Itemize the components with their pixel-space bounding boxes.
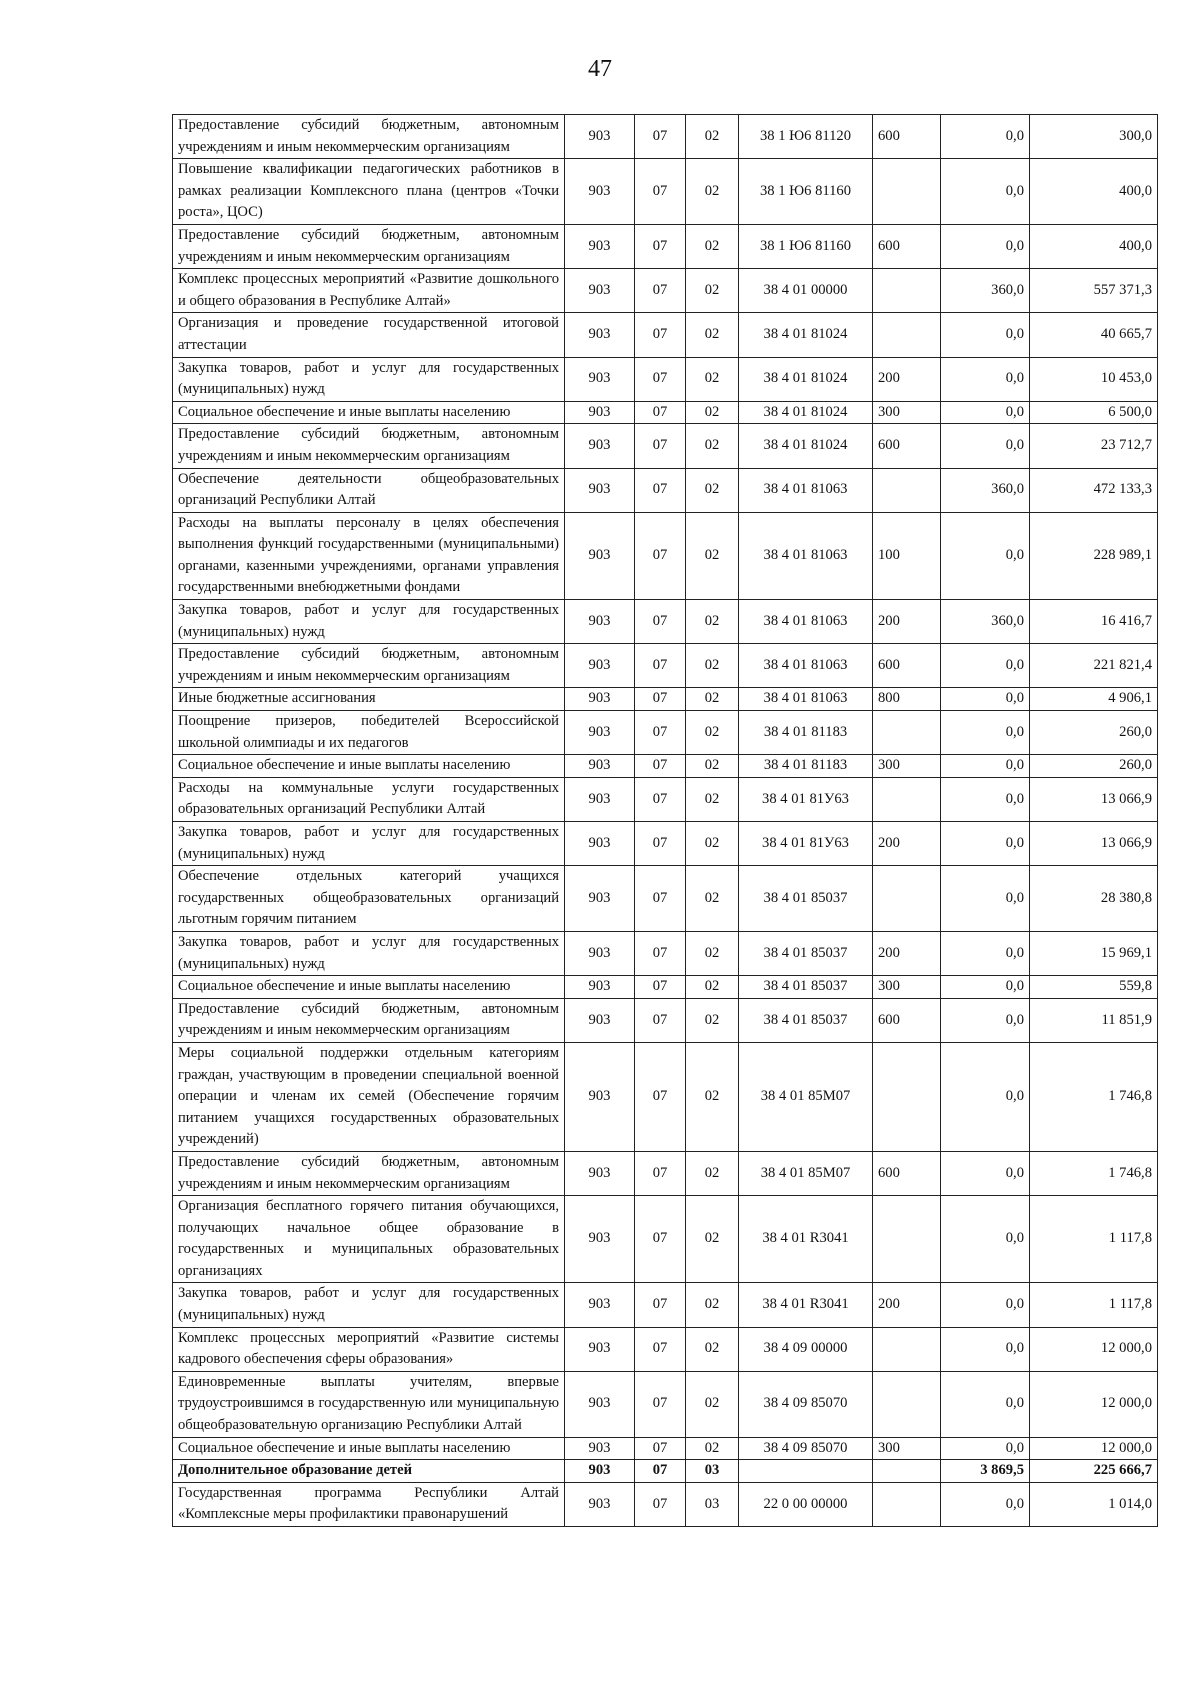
row-section-code-cell: 07 [635,998,686,1042]
row-ministry-code-cell: 903 [565,269,635,313]
row-name-cell: Предоставление субсидий бюджетным, автономным учреждениям и иным некоммерческим организациям [173,224,565,268]
row-subsection-code-cell: 02 [686,512,739,599]
row-target-item-cell: 38 4 01 81024 [739,313,873,357]
row-section-code-cell: 07 [635,1283,686,1327]
row-section-code-cell: 07 [635,1327,686,1371]
row-ministry-code-cell: 903 [565,115,635,159]
row-amount-2-cell: 228 989,1 [1030,512,1158,599]
row-subsection-code-cell: 03 [686,1460,739,1483]
row-amount-1-cell: 0,0 [941,1283,1030,1327]
table-row [173,711,1158,755]
row-subsection-code-cell: 02 [686,644,739,688]
row-section-code-cell: 07 [635,755,686,778]
row-amount-2-cell: 4 906,1 [1030,688,1158,711]
row-target-item-cell: 38 1 Ю6 81160 [739,224,873,268]
row-target-item-cell: 38 4 01 85037 [739,976,873,999]
row-target-item-cell: 38 4 01 81У63 [739,777,873,821]
row-target-item-cell: 38 4 01 R3041 [739,1283,873,1327]
row-expense-type-cell: 200 [873,357,941,401]
row-amount-1-cell: 0,0 [941,1437,1030,1460]
table-row [173,512,1158,599]
row-subsection-code-cell: 02 [686,1151,739,1195]
row-target-item-cell: 38 4 01 81063 [739,512,873,599]
row-amount-1-cell: 0,0 [941,688,1030,711]
table-row [173,777,1158,821]
table-row [173,159,1158,225]
table-row [173,688,1158,711]
row-ministry-code-cell: 903 [565,931,635,975]
row-ministry-code-cell: 903 [565,1042,635,1151]
row-target-item-cell: 38 1 Ю6 81120 [739,115,873,159]
row-name-cell: Социальное обеспечение и иные выплаты населению [173,976,565,999]
table-row [173,424,1158,468]
row-ministry-code-cell: 903 [565,866,635,932]
row-name-cell: Закупка товаров, работ и услуг для государственных (муниципальных) нужд [173,931,565,975]
row-target-item-cell: 38 4 09 85070 [739,1437,873,1460]
row-name-cell: Предоставление субсидий бюджетным, автономным учреждениям и иным некоммерческим организациям [173,424,565,468]
row-ministry-code-cell: 903 [565,1437,635,1460]
row-amount-2-cell: 1 746,8 [1030,1042,1158,1151]
row-amount-1-cell: 0,0 [941,777,1030,821]
row-ministry-code-cell: 903 [565,1196,635,1283]
row-section-code-cell: 07 [635,644,686,688]
row-amount-1-cell: 0,0 [941,976,1030,999]
row-target-item-cell: 38 1 Ю6 81160 [739,159,873,225]
row-amount-2-cell: 260,0 [1030,711,1158,755]
row-amount-2-cell: 221 821,4 [1030,644,1158,688]
row-amount-2-cell: 28 380,8 [1030,866,1158,932]
row-ministry-code-cell: 903 [565,644,635,688]
row-expense-type-cell: 200 [873,1283,941,1327]
row-name-cell: Расходы на выплаты персоналу в целях обеспечения выполнения функций государственными (муниципальными) органами, казенными учреждениями, органами управления государственными внебюджетными фондами [173,512,565,599]
row-expense-type-cell: 600 [873,998,941,1042]
row-amount-1-cell: 0,0 [941,1042,1030,1151]
row-amount-1-cell: 0,0 [941,866,1030,932]
row-section-code-cell: 07 [635,269,686,313]
row-ministry-code-cell: 903 [565,401,635,424]
row-ministry-code-cell: 903 [565,224,635,268]
row-amount-1-cell: 0,0 [941,998,1030,1042]
row-ministry-code-cell: 903 [565,976,635,999]
row-ministry-code-cell: 903 [565,1151,635,1195]
row-amount-1-cell: 3 869,5 [941,1460,1030,1483]
row-target-item-cell: 38 4 01 81У63 [739,822,873,866]
row-name-cell: Предоставление субсидий бюджетным, автономным учреждениям и иным некоммерческим организациям [173,644,565,688]
row-section-code-cell: 07 [635,1437,686,1460]
row-section-code-cell: 07 [635,159,686,225]
row-amount-2-cell: 40 665,7 [1030,313,1158,357]
row-subsection-code-cell: 02 [686,313,739,357]
table-row [173,1371,1158,1437]
table-row [173,1151,1158,1195]
row-name-cell: Комплекс процессных мероприятий «Развитие дошкольного и общего образования в Республике Алтай» [173,269,565,313]
row-section-code-cell: 07 [635,313,686,357]
table-row [173,1327,1158,1371]
row-subsection-code-cell: 02 [686,1437,739,1460]
row-name-cell: Обеспечение деятельности общеобразовательных организаций Республики Алтай [173,468,565,512]
row-name-cell: Иные бюджетные ассигнования [173,688,565,711]
row-target-item-cell: 38 4 01 00000 [739,269,873,313]
row-target-item-cell: 38 4 01 81024 [739,424,873,468]
table-row [173,1482,1158,1526]
row-expense-type-cell [873,1460,941,1483]
row-target-item-cell [739,1460,873,1483]
row-target-item-cell: 22 0 00 00000 [739,1482,873,1526]
table-row [173,1283,1158,1327]
row-amount-2-cell: 13 066,9 [1030,822,1158,866]
row-expense-type-cell: 300 [873,976,941,999]
row-target-item-cell: 38 4 01 81063 [739,644,873,688]
row-amount-2-cell: 11 851,9 [1030,998,1158,1042]
row-section-code-cell: 07 [635,931,686,975]
row-amount-2-cell: 15 969,1 [1030,931,1158,975]
row-amount-1-cell: 0,0 [941,1151,1030,1195]
row-amount-2-cell: 559,8 [1030,976,1158,999]
row-expense-type-cell: 800 [873,688,941,711]
row-amount-2-cell: 472 133,3 [1030,468,1158,512]
row-section-code-cell: 07 [635,600,686,644]
row-amount-1-cell: 0,0 [941,1371,1030,1437]
row-section-code-cell: 07 [635,224,686,268]
table-row [173,822,1158,866]
row-expense-type-cell [873,1482,941,1526]
row-section-code-cell: 07 [635,1460,686,1483]
row-section-code-cell: 07 [635,1151,686,1195]
row-name-cell: Закупка товаров, работ и услуг для государственных (муниципальных) нужд [173,600,565,644]
row-subsection-code-cell: 02 [686,1196,739,1283]
row-amount-1-cell: 0,0 [941,224,1030,268]
table-row [173,357,1158,401]
table-row [173,755,1158,778]
row-amount-2-cell: 16 416,7 [1030,600,1158,644]
row-expense-type-cell [873,1196,941,1283]
row-name-cell: Организация и проведение государственной итоговой аттестации [173,313,565,357]
table-row [173,1437,1158,1460]
row-expense-type-cell: 600 [873,424,941,468]
row-name-cell: Социальное обеспечение и иные выплаты населению [173,401,565,424]
row-ministry-code-cell: 903 [565,822,635,866]
row-ministry-code-cell: 903 [565,1460,635,1483]
row-target-item-cell: 38 4 01 81063 [739,600,873,644]
row-amount-1-cell: 0,0 [941,1327,1030,1371]
row-subsection-code-cell: 02 [686,115,739,159]
table-row [173,976,1158,999]
row-amount-2-cell: 12 000,0 [1030,1371,1158,1437]
row-expense-type-cell [873,866,941,932]
row-subsection-code-cell: 02 [686,688,739,711]
row-amount-2-cell: 23 712,7 [1030,424,1158,468]
row-expense-type-cell [873,159,941,225]
row-name-cell: Единовременные выплаты учителям, впервые трудоустроившимся в государственную или муниципальную общеобразовательную организацию Республики Алтай [173,1371,565,1437]
row-ministry-code-cell: 903 [565,688,635,711]
row-expense-type-cell: 300 [873,1437,941,1460]
row-amount-1-cell: 0,0 [941,313,1030,357]
table-row [173,115,1158,159]
row-target-item-cell: 38 4 01 81183 [739,755,873,778]
row-amount-1-cell: 0,0 [941,711,1030,755]
row-expense-type-cell [873,1371,941,1437]
row-subsection-code-cell: 02 [686,755,739,778]
row-ministry-code-cell: 903 [565,1327,635,1371]
row-expense-type-cell [873,269,941,313]
row-name-cell: Организация бесплатного горячего питания обучающихся, получающих начальное общее образование в государственных и муниципальных образовательных организациях [173,1196,565,1283]
row-section-code-cell: 07 [635,688,686,711]
row-section-code-cell: 07 [635,777,686,821]
row-amount-2-cell: 260,0 [1030,755,1158,778]
table-row [173,644,1158,688]
row-ministry-code-cell: 903 [565,1283,635,1327]
row-expense-type-cell: 300 [873,401,941,424]
row-target-item-cell: 38 4 01 R3041 [739,1196,873,1283]
row-amount-2-cell: 6 500,0 [1030,401,1158,424]
row-target-item-cell: 38 4 01 85М07 [739,1151,873,1195]
row-section-code-cell: 07 [635,424,686,468]
row-ministry-code-cell: 903 [565,313,635,357]
row-amount-2-cell: 400,0 [1030,159,1158,225]
row-name-cell: Предоставление субсидий бюджетным, автономным учреждениям и иным некоммерческим организациям [173,1151,565,1195]
row-amount-1-cell: 0,0 [941,424,1030,468]
row-section-code-cell: 07 [635,711,686,755]
row-subsection-code-cell: 02 [686,998,739,1042]
row-name-cell: Обеспечение отдельных категорий учащихся государственных общеобразовательных организаций льготным горячим питанием [173,866,565,932]
row-amount-1-cell: 0,0 [941,931,1030,975]
row-target-item-cell: 38 4 01 85037 [739,931,873,975]
row-section-code-cell: 07 [635,357,686,401]
row-section-code-cell: 07 [635,1371,686,1437]
row-subsection-code-cell: 02 [686,1042,739,1151]
row-subsection-code-cell: 02 [686,269,739,313]
row-name-cell: Закупка товаров, работ и услуг для государственных (муниципальных) нужд [173,357,565,401]
row-subsection-code-cell: 02 [686,401,739,424]
row-amount-2-cell: 1 117,8 [1030,1283,1158,1327]
row-ministry-code-cell: 903 [565,1482,635,1526]
row-target-item-cell: 38 4 01 81024 [739,401,873,424]
row-name-cell: Социальное обеспечение и иные выплаты населению [173,1437,565,1460]
row-subsection-code-cell: 02 [686,357,739,401]
table-row [173,313,1158,357]
row-expense-type-cell: 600 [873,224,941,268]
row-amount-2-cell: 225 666,7 [1030,1460,1158,1483]
row-section-code-cell: 07 [635,115,686,159]
table-row [173,931,1158,975]
row-expense-type-cell [873,711,941,755]
row-amount-1-cell: 360,0 [941,269,1030,313]
row-expense-type-cell [873,468,941,512]
budget-table [172,114,1158,1527]
row-section-code-cell: 07 [635,1042,686,1151]
row-amount-2-cell: 12 000,0 [1030,1327,1158,1371]
row-ministry-code-cell: 903 [565,755,635,778]
table-row [173,998,1158,1042]
row-expense-type-cell: 600 [873,1151,941,1195]
row-subsection-code-cell: 02 [686,931,739,975]
row-name-cell: Расходы на коммунальные услуги государственных образовательных организаций Республики Алтай [173,777,565,821]
row-name-cell: Закупка товаров, работ и услуг для государственных (муниципальных) нужд [173,822,565,866]
row-target-item-cell: 38 4 01 81183 [739,711,873,755]
row-amount-1-cell: 0,0 [941,1196,1030,1283]
row-expense-type-cell: 200 [873,822,941,866]
row-subsection-code-cell: 02 [686,1371,739,1437]
row-subsection-code-cell: 03 [686,1482,739,1526]
table-row [173,1196,1158,1283]
row-expense-type-cell [873,1327,941,1371]
row-amount-1-cell: 0,0 [941,644,1030,688]
row-name-cell: Государственная программа Республики Алтай «Комплексные меры профилактики правонарушений [173,1482,565,1526]
row-amount-1-cell: 0,0 [941,822,1030,866]
row-subsection-code-cell: 02 [686,600,739,644]
table-row [173,224,1158,268]
row-section-code-cell: 07 [635,401,686,424]
row-amount-1-cell: 0,0 [941,115,1030,159]
row-ministry-code-cell: 903 [565,600,635,644]
row-name-cell: Повышение квалификации педагогических работников в рамках реализации Комплексного плана (центров «Точки роста», ЦОС) [173,159,565,225]
row-subsection-code-cell: 02 [686,1283,739,1327]
row-name-cell: Дополнительное образование детей [173,1460,565,1483]
row-section-code-cell: 07 [635,512,686,599]
row-subsection-code-cell: 02 [686,976,739,999]
row-subsection-code-cell: 02 [686,1327,739,1371]
row-amount-2-cell: 1 117,8 [1030,1196,1158,1283]
row-name-cell: Предоставление субсидий бюджетным, автономным учреждениям и иным некоммерческим организациям [173,115,565,159]
row-expense-type-cell: 600 [873,115,941,159]
row-section-code-cell: 07 [635,1482,686,1526]
row-subsection-code-cell: 02 [686,159,739,225]
row-amount-2-cell: 400,0 [1030,224,1158,268]
table-row [173,1042,1158,1151]
row-ministry-code-cell: 903 [565,424,635,468]
row-section-code-cell: 07 [635,468,686,512]
row-amount-2-cell: 557 371,3 [1030,269,1158,313]
row-amount-2-cell: 1 014,0 [1030,1482,1158,1526]
row-target-item-cell: 38 4 01 81024 [739,357,873,401]
row-amount-1-cell: 360,0 [941,600,1030,644]
row-name-cell: Предоставление субсидий бюджетным, автономным учреждениям и иным некоммерческим организациям [173,998,565,1042]
row-amount-1-cell: 0,0 [941,755,1030,778]
row-amount-1-cell: 0,0 [941,512,1030,599]
row-name-cell: Меры социальной поддержки отдельным категориям граждан, участвующим в проведении специальной военной операции и членам их семей (Обеспечение горячим питанием учащихся государственных образовательных учреждений) [173,1042,565,1151]
row-expense-type-cell [873,313,941,357]
row-subsection-code-cell: 02 [686,777,739,821]
row-section-code-cell: 07 [635,866,686,932]
row-expense-type-cell [873,1042,941,1151]
row-ministry-code-cell: 903 [565,512,635,599]
row-expense-type-cell: 100 [873,512,941,599]
row-section-code-cell: 07 [635,822,686,866]
table-row [173,600,1158,644]
row-ministry-code-cell: 903 [565,468,635,512]
row-name-cell: Социальное обеспечение и иные выплаты населению [173,755,565,778]
row-target-item-cell: 38 4 01 85037 [739,998,873,1042]
row-target-item-cell: 38 4 01 81063 [739,688,873,711]
row-amount-1-cell: 0,0 [941,159,1030,225]
row-amount-1-cell: 0,0 [941,1482,1030,1526]
row-ministry-code-cell: 903 [565,1371,635,1437]
row-subsection-code-cell: 02 [686,866,739,932]
row-amount-2-cell: 300,0 [1030,115,1158,159]
row-expense-type-cell: 200 [873,600,941,644]
row-ministry-code-cell: 903 [565,998,635,1042]
row-amount-2-cell: 13 066,9 [1030,777,1158,821]
row-target-item-cell: 38 4 01 85037 [739,866,873,932]
row-section-code-cell: 07 [635,976,686,999]
row-amount-2-cell: 12 000,0 [1030,1437,1158,1460]
row-ministry-code-cell: 903 [565,159,635,225]
row-name-cell: Поощрение призеров, победителей Всероссийской школьной олимпиады и их педагогов [173,711,565,755]
row-amount-2-cell: 1 746,8 [1030,1151,1158,1195]
row-ministry-code-cell: 903 [565,777,635,821]
row-subsection-code-cell: 02 [686,224,739,268]
row-amount-1-cell: 0,0 [941,357,1030,401]
table-row [173,269,1158,313]
table-row [173,468,1158,512]
row-expense-type-cell [873,777,941,821]
table-row [173,1460,1158,1483]
row-subsection-code-cell: 02 [686,424,739,468]
page-number: 47 [588,56,612,82]
row-section-code-cell: 07 [635,1196,686,1283]
row-expense-type-cell: 200 [873,931,941,975]
row-name-cell: Комплекс процессных мероприятий «Развитие системы кадрового обеспечения сферы образования» [173,1327,565,1371]
row-target-item-cell: 38 4 01 85М07 [739,1042,873,1151]
row-expense-type-cell: 600 [873,644,941,688]
row-expense-type-cell: 300 [873,755,941,778]
row-amount-1-cell: 360,0 [941,468,1030,512]
row-subsection-code-cell: 02 [686,468,739,512]
table-row [173,401,1158,424]
row-subsection-code-cell: 02 [686,711,739,755]
row-target-item-cell: 38 4 09 85070 [739,1371,873,1437]
row-target-item-cell: 38 4 01 81063 [739,468,873,512]
row-ministry-code-cell: 903 [565,357,635,401]
row-name-cell: Закупка товаров, работ и услуг для государственных (муниципальных) нужд [173,1283,565,1327]
row-subsection-code-cell: 02 [686,822,739,866]
row-target-item-cell: 38 4 09 00000 [739,1327,873,1371]
table-row [173,866,1158,932]
row-amount-1-cell: 0,0 [941,401,1030,424]
row-ministry-code-cell: 903 [565,711,635,755]
row-amount-2-cell: 10 453,0 [1030,357,1158,401]
